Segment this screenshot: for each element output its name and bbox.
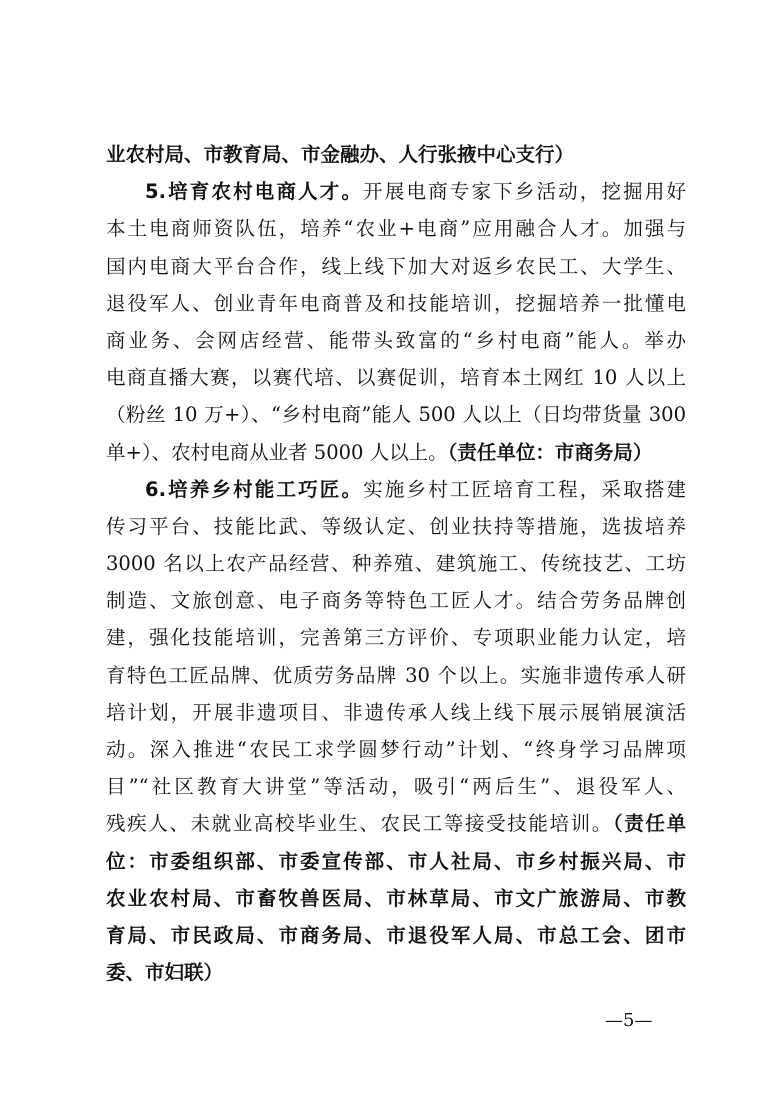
text-line	[106, 508, 686, 545]
text-line	[106, 917, 686, 954]
paragraph-text: 传习平台、技能比武、等级认定、创业扶持等措施，选拔培养	[106, 514, 686, 538]
paragraph-text: 动。深入推进“农民工求学圆梦行动”计划、“终身学习品牌项	[106, 738, 686, 761]
text-line	[106, 619, 686, 656]
responsible-units-text: 委、市妇联）	[106, 961, 224, 985]
text-line	[106, 954, 686, 991]
section-heading: 5.培育农村电商人才。	[145, 180, 364, 204]
section-heading: 6.培养乡村能工巧匠。	[145, 477, 364, 501]
text-line	[106, 173, 686, 210]
paragraph-text: 退役军人、创业青年电商普及和技能培训，挖掘培养一批懂电	[106, 291, 686, 315]
text-line	[106, 731, 686, 768]
responsible-units-text: 业农村局、市教育局、市金融办、人行张掖中心支行）	[106, 143, 575, 166]
paragraph-text: 培计划，开展非遗项目、非遗传承人线上线下展示展销展演活	[106, 700, 686, 724]
text-line	[106, 210, 686, 247]
responsible-units-text: 位：市委组织部、市委宣传部、市人社局、市乡村振兴局、市	[106, 849, 686, 873]
text-line	[106, 396, 686, 433]
paragraph-text: 电商直播大赛，以赛代培、以赛促训，培育本土网红 10 人以上	[106, 366, 686, 390]
paragraph-text: 国内电商大平台合作，线上线下加大对返乡农民工、大学生、	[106, 254, 686, 278]
responsible-units-text: （责任单位：市商务局）	[447, 440, 653, 464]
text-line	[106, 805, 686, 842]
paragraph-text: 制造、文旅创意、电子商务等特色工匠人才。结合劳务品牌创	[106, 589, 686, 613]
paragraph-text: 单+）、农村电商从业者 5000 人以上。	[106, 440, 448, 464]
text-line	[106, 768, 686, 805]
text-line	[106, 471, 686, 508]
responsible-units-text: （责任单	[612, 812, 686, 836]
responsible-units-text: 育局、市民政局、市商务局、市退役军人局、市总工会、团市	[106, 923, 686, 947]
text-line	[106, 359, 686, 396]
paragraph-text: 残疾人、未就业高校毕业生、农民工等接受技能培训。	[106, 812, 613, 836]
text-line	[106, 136, 686, 173]
paragraph-text: 本土电商师资队伍，培养“农业+电商”应用融合人才。加强与	[106, 217, 686, 241]
text-line	[106, 880, 686, 917]
text-line	[106, 657, 686, 694]
text-line	[106, 248, 686, 285]
text-line	[106, 843, 686, 880]
text-line	[106, 434, 686, 471]
paragraph-text: 商业务、会网店经营、能带头致富的“乡村电商”能人。举办	[106, 328, 686, 352]
text-line	[106, 322, 686, 359]
text-line	[106, 545, 686, 582]
body-text	[106, 136, 686, 991]
paragraph-text: 建，强化技能培训，完善第三方评价、专项职业能力认定，培	[106, 626, 686, 650]
paragraph-text: 开展电商专家下乡活动，挖掘用好	[363, 180, 686, 204]
paragraph-text: 3000 名以上农产品经营、种养殖、建筑施工、传统技艺、工坊	[106, 552, 686, 576]
text-line	[106, 694, 686, 731]
paragraph-text: 目”“社区教育大讲堂”等活动，吸引“两后生”、退役军人、	[106, 775, 686, 799]
paragraph-text: 育特色工匠品牌、优质劳务品牌 30 个以上。实施非遗传承人研	[106, 663, 686, 687]
text-line	[106, 582, 686, 619]
page-number: —5—	[605, 1010, 653, 1031]
text-line	[106, 285, 686, 322]
paragraph-text: 实施乡村工匠培育工程，采取搭建	[363, 477, 686, 501]
responsible-units-text: 农业农村局、市畜牧兽医局、市林草局、市文广旅游局、市教	[106, 886, 686, 910]
paragraph-text: （粉丝 10 万+）、“乡村电商”能人 500 人以上（日均带货量 300	[106, 403, 686, 427]
